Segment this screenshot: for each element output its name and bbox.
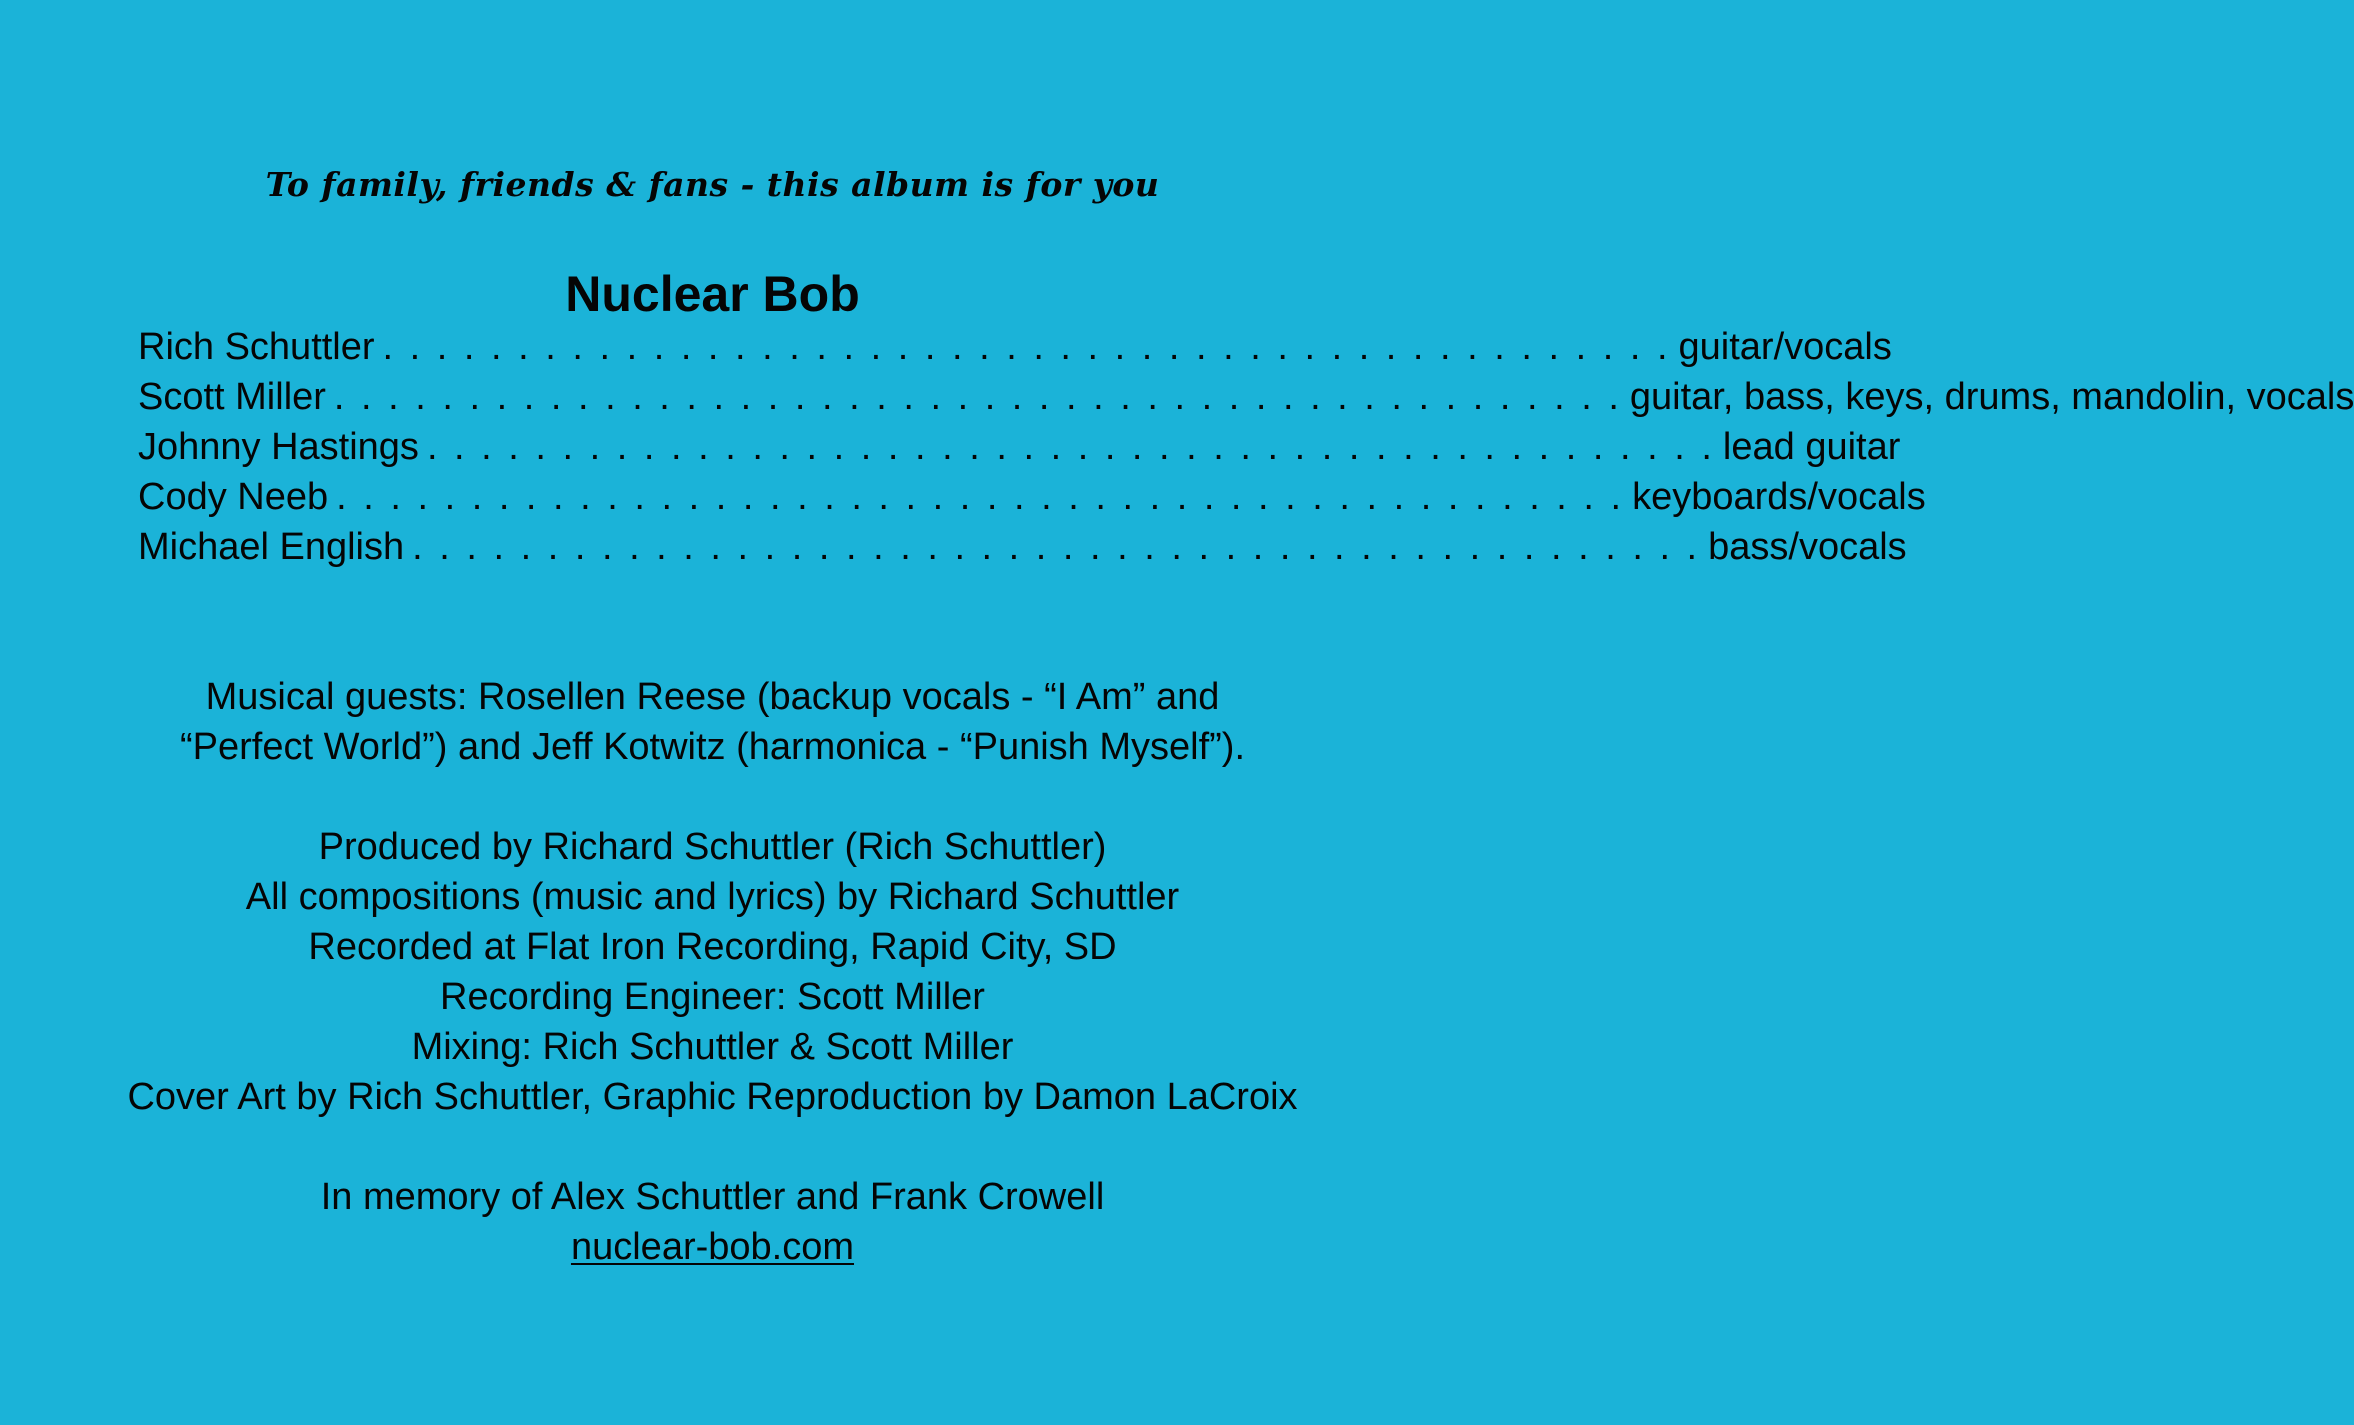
- member-row: [138, 322, 1892, 372]
- compositions-credit: All compositions (music and lyrics) by Richard Schuttler: [245, 876, 1180, 918]
- member-role: guitar/vocals: [1678, 326, 1892, 368]
- member-role: lead guitar: [1722, 426, 1901, 468]
- mixing-credit: Mixing: Rich Schuttler & Scott Miller: [411, 1026, 1014, 1068]
- guests-line: Musical guests: Rosellen Reese (backup vocals - “I Am” and: [205, 676, 1220, 718]
- member-name: Rich Schuttler: [138, 326, 375, 368]
- recorded-at: Recorded at Flat Iron Recording, Rapid City, SD: [308, 926, 1117, 968]
- member-row: [138, 522, 1907, 572]
- dot-leader: . . . . . . . . . . . . . . . . . . . . . . . . . . . . . . . . . . . . . . . . . . . . . . . .: [333, 376, 1622, 418]
- dot-leader: . . . . . . . . . . . . . . . . . . . . . . . . . . . . . . . . . . . . . . . . . . . . . . . .: [382, 326, 1671, 368]
- band-name: Nuclear Bob: [565, 266, 860, 322]
- member-row: [138, 372, 2354, 422]
- dot-leader: . . . . . . . . . . . . . . . . . . . . . . . . . . . . . . . . . . . . . . . . . . . . . . . .: [426, 426, 1715, 468]
- member-name: Johnny Hastings: [138, 426, 419, 468]
- recording-engineer: Recording Engineer: Scott Miller: [440, 976, 985, 1018]
- band-lineup: [138, 322, 2354, 572]
- memorial-section: [0, 1172, 1425, 1272]
- dot-leader: . . . . . . . . . . . . . . . . . . . . . . . . . . . . . . . . . . . . . . . . . . . . . . . .: [412, 526, 1701, 568]
- guests-line: “Perfect World”) and Jeff Kotwitz (harmonica - “Punish Myself”).: [179, 726, 1246, 768]
- member-name: Michael English: [138, 526, 405, 568]
- member-name: Scott Miller: [138, 376, 326, 418]
- dedication: To family, friends & fans - this album is for you: [265, 165, 1160, 204]
- dot-leader: . . . . . . . . . . . . . . . . . . . . . . . . . . . . . . . . . . . . . . . . . . . . . . . .: [336, 476, 1625, 518]
- website-link[interactable]: nuclear-bob.com: [570, 1226, 855, 1268]
- musical-guests: [0, 672, 1425, 772]
- member-role: guitar, bass, keys, drums, mandolin, vocals: [1629, 376, 2354, 418]
- production-credits: [0, 822, 1425, 1122]
- member-name: Cody Neeb: [138, 476, 329, 518]
- member-role: bass/vocals: [1708, 526, 1907, 568]
- member-role: keyboards/vocals: [1632, 476, 1926, 518]
- member-row: [138, 472, 1926, 522]
- produced-by: Produced by Richard Schuttler (Rich Schuttler): [318, 826, 1107, 868]
- cover-art-credit: Cover Art by Rich Schuttler, Graphic Reproduction by Damon LaCroix: [127, 1076, 1298, 1118]
- memorial-text: In memory of Alex Schuttler and Frank Crowell: [320, 1176, 1105, 1218]
- member-row: [138, 422, 1901, 472]
